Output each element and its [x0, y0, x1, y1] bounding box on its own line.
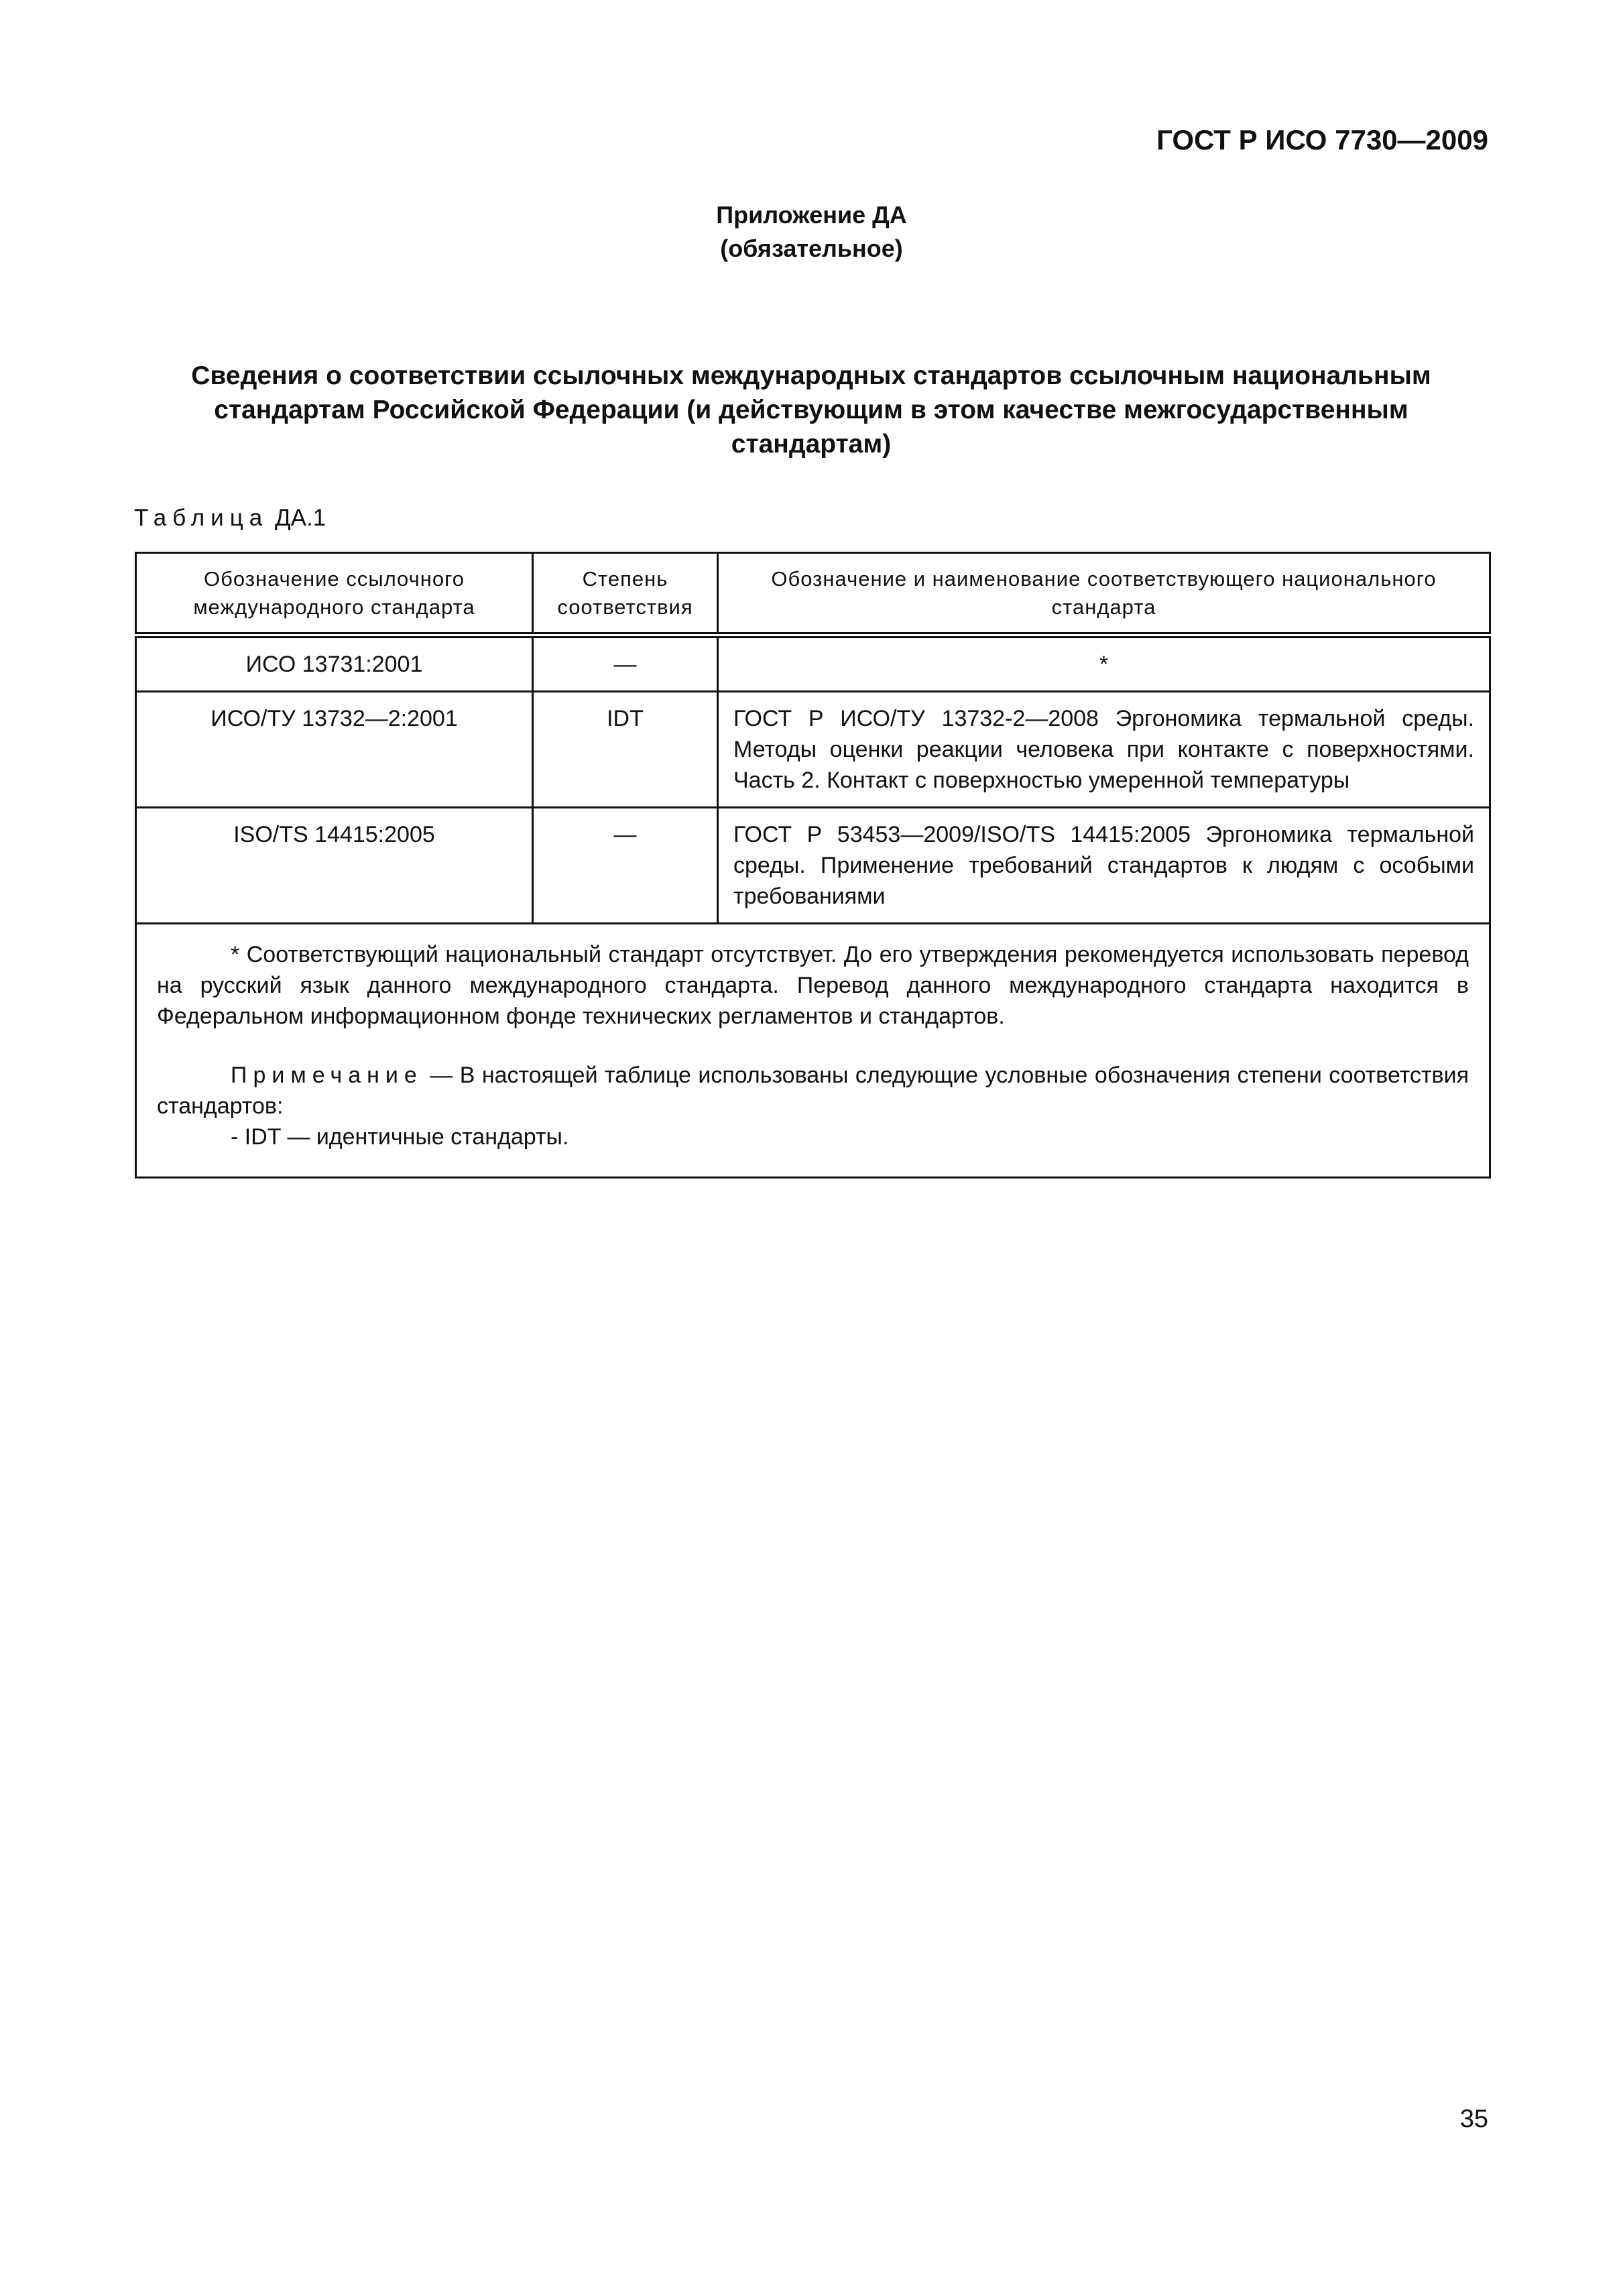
column-header-degree: Степень соответствия — [533, 553, 718, 636]
cell-degree: IDT — [533, 692, 718, 808]
note-label: Примечание — [231, 1063, 423, 1088]
table-header-row — [136, 553, 1490, 636]
document-code: ГОСТ Р ИСО 7730—2009 — [1156, 124, 1488, 156]
table-caption — [134, 505, 326, 532]
footnote: * Соответствующий национальный стандарт отсутствует. До его утверждения рекомендуется использовать перевод на русский язык данного международного стандарта. Перевод данного международного стандарта находится в Федеральном информационном фонде технических регламентов и стандартов. — [157, 942, 1469, 1029]
cell-intl-standard: ИСО/ТУ 13732—2:2001 — [136, 692, 533, 808]
cell-national-standard: * — [718, 636, 1490, 692]
cell-national-standard: ГОСТ Р 53453—2009/ISO/TS 14415:2005 Эргономика термальной среды. Применение требований стандартов к людям с особыми требованиями — [718, 808, 1490, 924]
table-caption-label: Таблица — [134, 505, 269, 531]
section-heading: Сведения о соответствии ссылочных международных стандартов ссылочным национальным стандартам Российской Федерации (и действующим в этом качестве межгосударственным стандартам) — [191, 361, 1431, 459]
note-text: — В настоящей таблице использованы следующие условные обозначения степени соответствия стандартов: — [157, 1063, 1469, 1119]
cell-degree: — — [533, 808, 718, 924]
appendix-status: (обязательное) — [720, 235, 903, 262]
appendix-title: Приложение ДА — [716, 201, 907, 229]
table-row — [136, 636, 1490, 692]
page-number: 35 — [1459, 2105, 1488, 2133]
table-row — [136, 808, 1490, 924]
cell-national-standard: ГОСТ Р ИСО/ТУ 13732-2—2008 Эргономика термальной среды. Методы оценки реакции человека при контакте с поверхностями. Часть 2. Контакт с поверхностью умеренной температуры — [718, 692, 1490, 808]
table-caption-number: ДА.1 — [274, 505, 326, 531]
cell-intl-standard: ISO/TS 14415:2005 — [136, 808, 533, 924]
column-header-national: Обозначение и наименование соответствующего национального стандарта — [718, 553, 1490, 636]
note — [157, 1060, 1469, 1122]
correspondence-table — [135, 552, 1491, 1179]
table-notes-cell — [136, 924, 1490, 1178]
column-header-intl: Обозначение ссылочного международного стандарта — [136, 553, 533, 636]
table-row — [136, 692, 1490, 808]
note-item: - IDT — идентичные стандарты. — [231, 1124, 569, 1150]
table-notes-row — [136, 924, 1490, 1178]
cell-intl-standard: ИСО 13731:2001 — [136, 636, 533, 692]
cell-degree: — — [533, 636, 718, 692]
